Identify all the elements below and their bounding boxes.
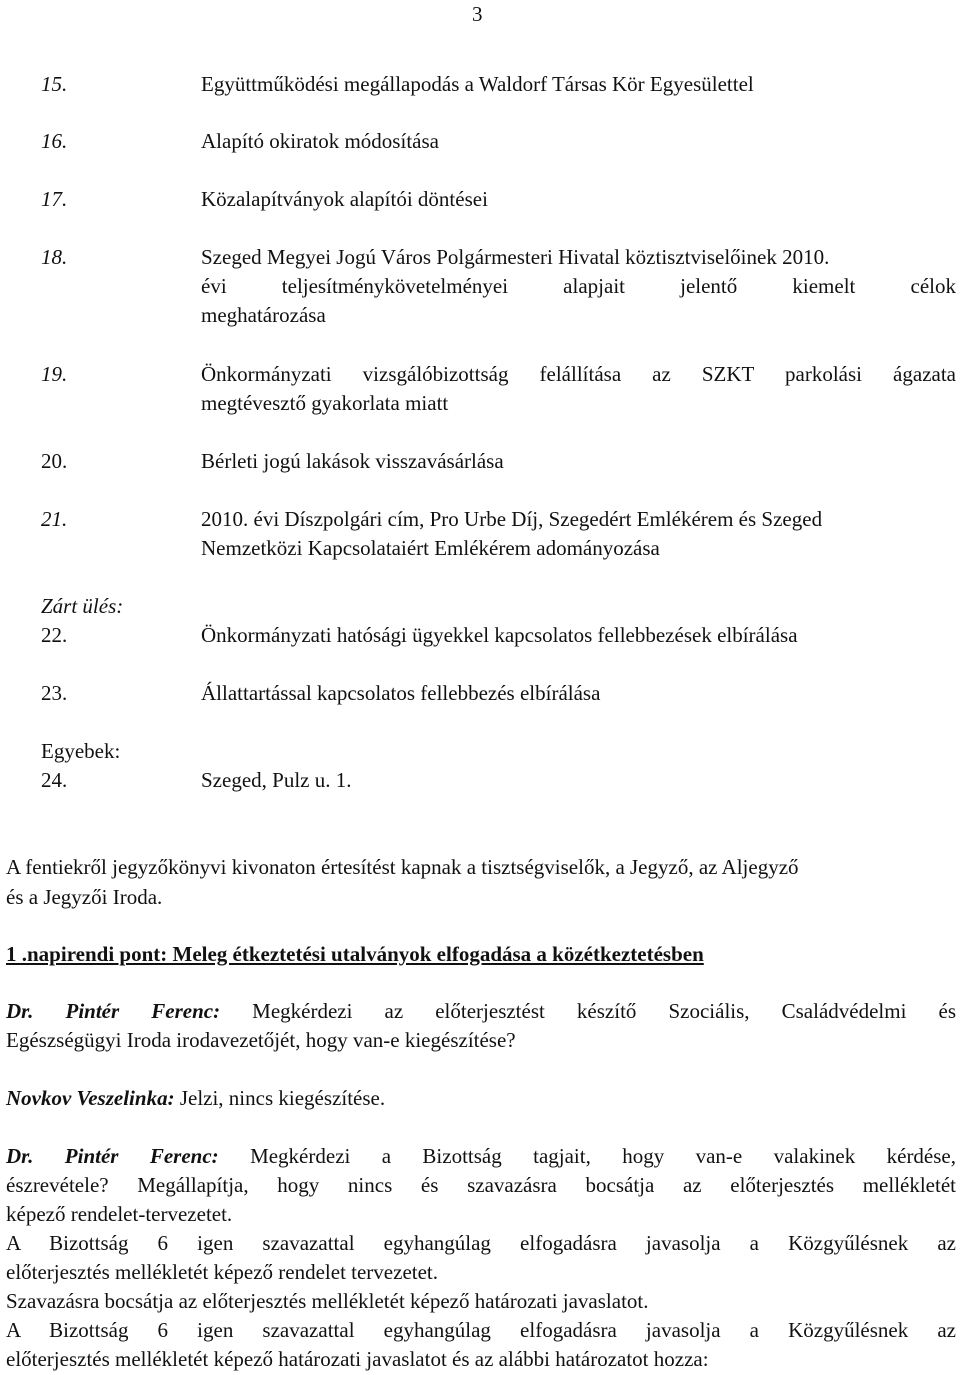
agenda-item-text: megtévesztő gyakorlata miatt — [201, 391, 449, 415]
agenda-item-text: Együttműködési megállapodás a Waldorf Társas Kör Egyesülettel — [201, 72, 754, 96]
section-heading-closed-session: Zárt ülés: — [41, 594, 124, 618]
agenda-item-text: 2010. évi Díszpolgári cím, Pro Urbe Díj, Szegedért Emlékérem és Szeged — [201, 507, 823, 531]
agenda-item-text: Önkormányzati vizsgálóbizottság felállítása az SZKT parkolási ágazata — [201, 362, 956, 386]
agenda-item-text: Alapító okiratok módosítása — [201, 129, 439, 153]
agenda-item-text: Állattartással kapcsolatos fellebbezés elbírálása — [201, 681, 601, 705]
minutes-text: Megkérdezi az előterjesztést készítő Szociális, Családvédelmi és — [252, 999, 956, 1023]
agenda-item-number: 21. — [41, 507, 68, 531]
agenda-item-number: 17. — [41, 187, 68, 211]
minutes-text: Jelzi, nincs kiegészítése. — [179, 1086, 386, 1110]
agenda-item-number: 18. — [41, 245, 68, 269]
agenda-item-text: Nemzetközi Kapcsolataiért Emlékérem adományozása — [201, 536, 660, 560]
speaker-name: Novkov Veszelinka: — [6, 1086, 175, 1110]
minutes-paragraph — [6, 1084, 956, 1113]
notice-text: és a Jegyzői Iroda. — [6, 885, 163, 909]
agenda-item-text: Szeged Megyei Jogú Város Polgármesteri Hivatal köztisztviselőinek 2010. — [201, 245, 830, 269]
page-number: 3 — [472, 2, 483, 26]
minutes-paragraph — [6, 1142, 956, 1171]
agenda-item-text: Bérleti jogú lakások visszavásárlása — [201, 449, 504, 473]
minutes-text: előterjesztés mellékletét képező határozati javaslatot és az alábbi határozatot hozza: — [6, 1347, 709, 1371]
minutes-text: A Bizottság 6 igen szavazattal egyhangúlag elfogadásra javasolja a Közgyűlésnek az — [6, 1318, 956, 1342]
notice-text: A fentiekről jegyzőkönyvi kivonaton értesítést kapnak a tisztségviselők, a Jegyző, az Aljegyző — [6, 855, 799, 879]
agenda-point-title: 1 .napirendi pont: Meleg étkeztetési utalványok elfogadása a közétkeztetésben — [6, 942, 704, 966]
section-heading-other: Egyebek: — [41, 739, 121, 763]
minutes-text: Megkérdezi a Bizottság tagjait, hogy van-e valakinek kérdése, — [250, 1144, 957, 1168]
agenda-item-number: 19. — [41, 362, 68, 386]
agenda-item-number: 24. — [41, 768, 68, 792]
agenda-item-text: meghatározása — [201, 303, 326, 327]
minutes-text: Egészségügyi Iroda irodavezetőjét, hogy van-e kiegészítése? — [6, 1028, 516, 1052]
minutes-text: képező rendelet-tervezetet. — [6, 1202, 233, 1226]
speaker-name: Dr. Pintér Ferenc: — [6, 1144, 219, 1168]
agenda-item-text: Önkormányzati hatósági ügyekkel kapcsolatos fellebbezések elbírálása — [201, 623, 798, 647]
minutes-paragraph — [6, 997, 956, 1026]
minutes-text: Szavazásra bocsátja az előterjesztés mellékletét képező határozati javaslatot. — [6, 1289, 649, 1313]
minutes-text: észrevétele? Megállapítja, hogy nincs és szavazásra bocsátja az előterjesztés mellékletét — [6, 1173, 956, 1197]
agenda-item-number: 22. — [41, 623, 68, 647]
minutes-text: előterjesztés mellékletét képező rendelet tervezetet. — [6, 1260, 439, 1284]
agenda-item-text: Szeged, Pulz u. 1. — [201, 768, 352, 792]
agenda-item-text: Közalapítványok alapítói döntései — [201, 187, 488, 211]
minutes-text: A Bizottság 6 igen szavazattal egyhangúlag elfogadásra javasolja a Közgyűlésnek az — [6, 1231, 956, 1255]
agenda-item-number: 15. — [41, 72, 68, 96]
agenda-item-number: 16. — [41, 129, 68, 153]
agenda-item-number: 23. — [41, 681, 68, 705]
agenda-item-number: 20. — [41, 449, 68, 473]
agenda-item-text: évi teljesítménykövetelményei alapjait jelentő kiemelt célok — [201, 274, 956, 298]
speaker-name: Dr. Pintér Ferenc: — [6, 999, 221, 1023]
